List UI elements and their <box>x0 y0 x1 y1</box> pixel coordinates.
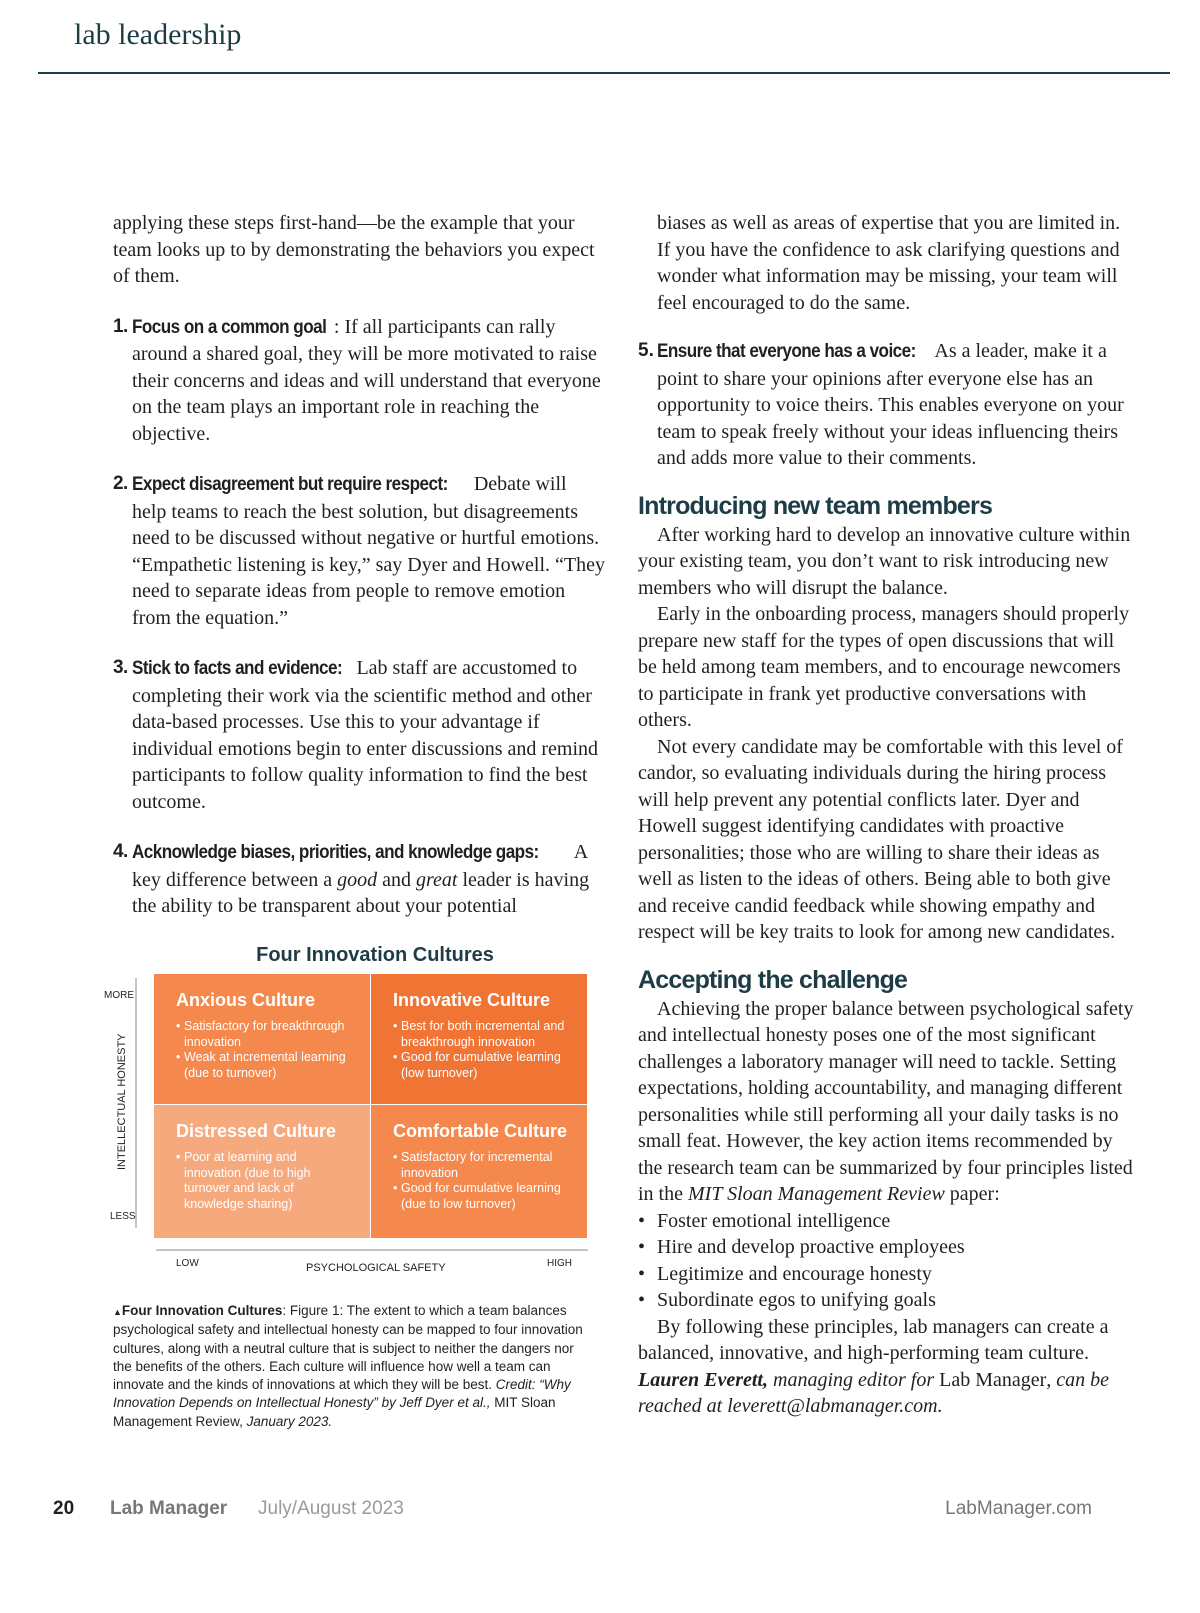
section-header: lab leadership <box>74 18 242 51</box>
item-lead: Focus on a common goal <box>132 316 327 338</box>
emphasis-great: great <box>415 868 458 891</box>
quadrant-bullet: • Poor at learning and innovation (due to high turnover and lack of knowledge sharing) <box>176 1150 356 1212</box>
x-axis-title: PSYCHOLOGICAL SAFETY <box>306 1262 446 1274</box>
list-item: • Subordinate egos to unifying goals <box>638 1287 1134 1314</box>
item-number: 4. <box>113 841 128 862</box>
body-text: Achieving the proper balance between psychological safety and intellectual honesty poses one of the most significant challenges a laboratory manager will need to tackle. Setting expectations, holding accountability, and managing different personalities while still performing all your daily tasks is no small feat. However, the key action items recommended by the research team can be summarized by four principles listed in the <box>638 997 1134 1205</box>
caption-arrow-icon: ▲ <box>113 1307 122 1317</box>
quadrant-bullet: • Good for cumulative learning (due to low turnover) <box>393 1181 587 1212</box>
quadrant-distressed <box>154 1105 370 1238</box>
quadrant-title: Anxious Culture <box>176 990 316 1010</box>
item-number: 3. <box>113 657 128 678</box>
list-item: • Legitimize and encourage honesty <box>638 1261 1134 1288</box>
body-text: paper: <box>944 1183 1000 1205</box>
item-lead: Stick to facts and evidence: <box>132 658 343 679</box>
body-paragraph <box>638 996 1134 1208</box>
item-lead: Acknowledge biases, priorities, and knowledge gaps: <box>132 842 539 863</box>
author-name: Lauren Everett, <box>638 1368 768 1391</box>
left-column <box>113 210 605 920</box>
quadrant-comfortable <box>371 1105 587 1238</box>
author-contact: , can be reached at leverett@labmanager.com. <box>638 1368 1110 1417</box>
publication-name: Lab Manager <box>939 1368 1047 1391</box>
closing-paragraph: By following these principles, lab managers can create a balanced, innovative, and high-performing team culture. <box>638 1315 1109 1364</box>
figure-title: Four Innovation Cultures <box>256 944 494 966</box>
publication-title: MIT Sloan Management Review <box>688 1183 945 1205</box>
body-paragraph: After working hard to develop an innovative culture within your existing team, you don’t want to risk introducing new members who will disrupt the balance. <box>638 523 1131 599</box>
right-column <box>638 210 1134 1420</box>
item-number: 2. <box>113 473 128 494</box>
x-axis-high-label: HIGH <box>547 1258 572 1269</box>
quadrant-title: Comfortable Culture <box>393 1121 568 1141</box>
item-lead: Ensure that everyone has a voice: <box>657 341 916 362</box>
item-text: : If all participants can rally around a shared goal, they will be more motivated to raise their concerns and ideas and will understand that everyone on the team plays an important role in reaching the objective. <box>132 315 601 445</box>
item-text: A key difference between a <box>132 841 588 891</box>
body-paragraph: Not every candidate may be comfortable with this level of candor, so evaluating individuals during the hiring process will help prevent any potential conflicts later. Dyer and Howell suggest identifying candidates with proactive personalities; those who are willing to share their ideas as well as listen to the ideas of others. Being able to both give and receive candid feedback while showing empathy and respect will be key traits to look for among new candidates. <box>638 735 1123 943</box>
quadrant-bullet: • Satisfactory for incremental innovation <box>393 1150 587 1181</box>
quadrant-innovative <box>371 974 587 1104</box>
caption-text: : Figure 1: The extent to which a team balances psychological safety and intellectual honesty can be mapped to four innovation cultures, along with a neutral culture that is subject to neither the dangers nor the benefits of the others. Each culture will influence how well a team can innovate and the kinds of innovations at which they will be best. <box>113 1303 583 1393</box>
caption-publication: MIT Sloan Management Review, <box>113 1395 556 1429</box>
x-axis-low-label: LOW <box>176 1258 199 1269</box>
caption-title: Four Innovation Cultures <box>121 1303 283 1318</box>
list-item <box>638 338 1134 472</box>
y-axis-high-label: MORE <box>104 990 134 1001</box>
author-signoff <box>638 1367 1134 1420</box>
continued-paragraph: biases as well as areas of expertise that you are limited in. If you have the confidence to ask clarifying questions and wonder what information may be missing, your team will feel encouraged to do the same. <box>657 212 1121 314</box>
quadrant-bullet: • Weak at incremental learning (due to turnover) <box>176 1050 370 1081</box>
list-item <box>113 839 605 920</box>
list-item <box>113 314 605 448</box>
quadrant-bullet: • Best for both incremental and breakthrough innovation <box>393 1019 587 1050</box>
item-text: leader is having the ability to be transparent about your potential <box>132 868 590 917</box>
item-number: 1. <box>113 315 128 337</box>
quadrant-title: Innovative Culture <box>393 990 551 1010</box>
page-number: 20 <box>53 1498 75 1519</box>
item-number: 5. <box>638 340 654 361</box>
header-rule <box>38 72 1170 74</box>
figure-caption <box>113 1302 591 1431</box>
list-item <box>113 655 605 815</box>
list-item <box>113 471 605 631</box>
principles-list <box>638 1208 1134 1314</box>
item-text: As a leader, make it a point to share your opinions after everyone else has an opportunity to voice theirs. This enables everyone on your team to speak freely without your ideas influencing theirs and adds more value to their comments. <box>657 340 1124 469</box>
intro-paragraph: applying these steps first-hand—be the example that your team looks up to by demonstrating the behaviors you expect of them. <box>113 212 595 287</box>
item-text: Lab staff are accustomed to completing their work via the scientific method and other data-based processes. Use this to your advantage if individual emotions begin to enter discussions and remind participants to follow quality information to find the best outcome. <box>132 657 599 813</box>
caption-date: January 2023. <box>246 1413 333 1429</box>
list-item: • Hire and develop proactive employees <box>638 1234 1134 1261</box>
y-axis-title: INTELLECTUAL HONESTY <box>116 1033 128 1170</box>
quadrant-bullet: • Good for cumulative learning (low turnover) <box>393 1050 587 1081</box>
body-paragraph: Early in the onboarding process, managers should properly prepare new staff for the types of open discussions that will be held among team members, and to encourage newcomers to participate in frank yet productive conversations with others. <box>638 603 1130 731</box>
y-axis-low-label: LESS <box>110 1211 136 1222</box>
quadrant-title: Distressed Culture <box>176 1121 337 1141</box>
list-item: • Foster emotional intelligence <box>638 1208 1134 1235</box>
item-text: and <box>377 868 416 891</box>
item-lead: Expect disagreement but require respect: <box>132 474 448 495</box>
emphasis-good: good <box>337 868 378 891</box>
quadrant-anxious <box>154 974 370 1104</box>
website-link[interactable]: LabManager.com <box>945 1498 1092 1519</box>
item-text: Debate will help teams to reach the best solution, but disagreements need to be discussed without negative or hurtful emotions. “Empathetic listening is key,” say Dyer and Howell. “They need to separate ideas from people to remove emotion from the equation.” <box>132 473 605 629</box>
quadrant-bullet: • Satisfactory for breakthrough innovation <box>176 1019 370 1050</box>
caption-credit: Credit: “Why Innovation Depends on Intellectual Honesty” by Jeff Dyer et al., <box>113 1377 571 1411</box>
author-role: managing editor for <box>768 1368 940 1391</box>
section-heading: Introducing new team members <box>638 491 993 520</box>
magazine-name: Lab Manager <box>110 1498 228 1519</box>
issue-date: July/August 2023 <box>258 1498 404 1519</box>
section-heading: Accepting the challenge <box>638 965 908 994</box>
